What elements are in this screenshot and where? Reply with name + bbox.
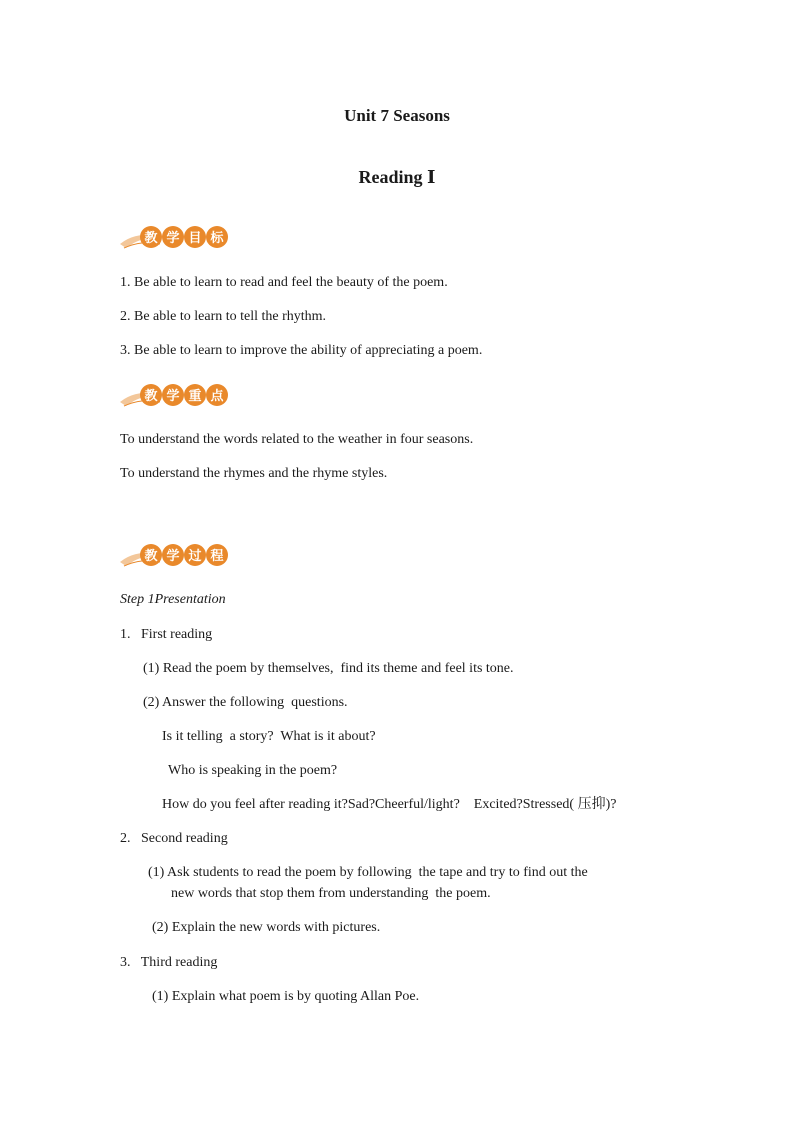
- banner-char: 重: [188, 389, 202, 404]
- process-line: 2. Second reading: [120, 831, 228, 846]
- process-line: (1) Explain what poem is by quoting Allan Poe.: [152, 989, 420, 1004]
- process-banner: [118, 540, 228, 570]
- page-subtitle: Reading Ⅰ: [358, 167, 436, 187]
- objectives-banner: [118, 222, 228, 252]
- key-point-item: To understand the rhymes and the rhyme styles.: [120, 466, 388, 481]
- key-point-item: To understand the words related to the weather in four seasons.: [120, 432, 474, 447]
- banner-char: 教: [144, 389, 158, 404]
- step-heading: Step 1Presentation: [120, 592, 226, 607]
- banner-char: 点: [210, 389, 224, 404]
- process-line: 1. First reading: [120, 627, 213, 642]
- objective-item: 1. Be able to learn to read and feel the beauty of the poem.: [120, 275, 448, 290]
- process-line: 3. Third reading: [120, 955, 218, 970]
- process-line: Is it telling a story? What is it about?: [162, 729, 376, 744]
- banner-char: 教: [144, 231, 158, 246]
- banner-char: 学: [166, 231, 180, 246]
- process-line: (1) Ask students to read the poem by following the tape and try to find out the: [148, 865, 588, 880]
- banner-char: 标: [210, 231, 224, 246]
- process-line: new words that stop them from understanding the poem.: [171, 886, 491, 901]
- key-points-banner: [118, 380, 228, 410]
- process-line: (1) Read the poem by themselves, find its theme and feel its tone.: [143, 661, 514, 676]
- banner-char: 教: [144, 549, 158, 564]
- banner-char: 程: [210, 549, 224, 564]
- process-line: (2) Explain the new words with pictures.: [152, 920, 381, 935]
- banner-char: 过: [188, 549, 202, 564]
- objective-item: 2. Be able to learn to tell the rhythm.: [120, 309, 327, 324]
- banner-char: 目: [188, 231, 202, 246]
- banner-char: 学: [166, 549, 180, 564]
- banner-char: 学: [166, 389, 180, 404]
- objective-item: 3. Be able to learn to improve the ability of appreciating a poem.: [120, 343, 483, 358]
- process-line: Who is speaking in the poem?: [168, 763, 338, 778]
- process-line: How do you feel after reading it?Sad?Cheerful/light? Excited?Stressed( 压抑)?: [162, 797, 617, 812]
- page-title: Unit 7 Seasons: [344, 106, 450, 125]
- process-line: (2) Answer the following questions.: [143, 695, 348, 710]
